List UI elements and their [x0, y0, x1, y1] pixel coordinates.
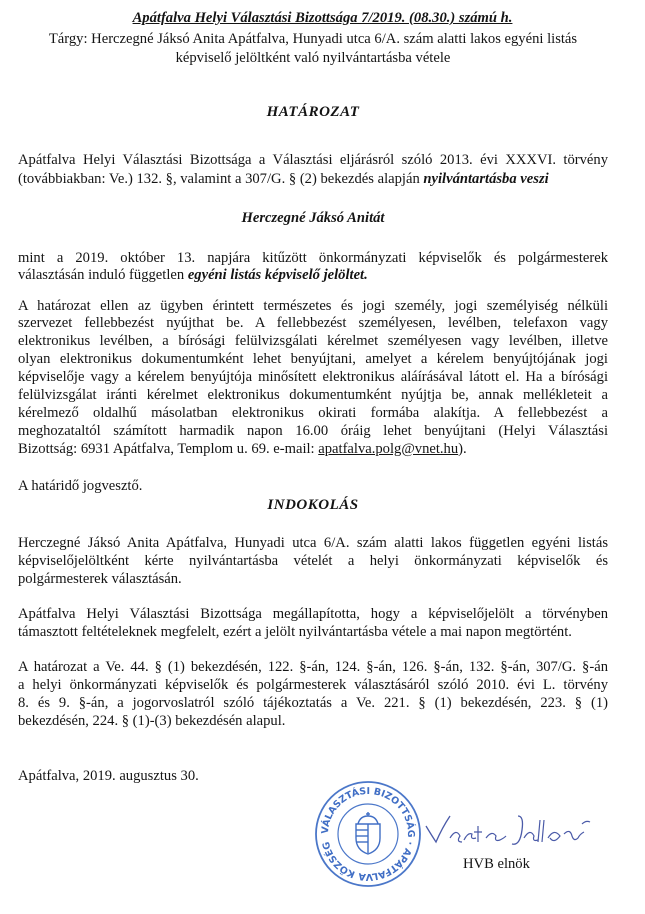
appeal-line: szervezet fellebbezést nyújthat be. A fellebbezést személyesen, levélben, telefaxon vagy: [18, 315, 608, 331]
appeal-line: felülvizsgálat iránti kérelmet elektronikus dokumentumként nyújtja be, annak mellékleteit a: [18, 387, 608, 403]
appeal-line: elektronikus levélben, a bírósági felülvizsgálati kérelmet személyesen vagy levélben, illetve: [18, 333, 608, 349]
official-seal-stamp: [312, 778, 424, 890]
handwritten-signature: [420, 808, 595, 852]
subject-line-1: Tárgy: Herczegné Jáksó Anita Apátfalva, Hunyadi utca 6/A. szám alatti lakos egyéni listás: [48, 31, 578, 47]
reasoning-p3-line: a helyi önkormányzati képviselők és polgármesterek választásáról szóló 2010. évi L. törvény: [18, 677, 608, 693]
candidate-name: Herczegné Jáksó Anitát: [241, 210, 385, 226]
intro-line-2: [18, 171, 608, 188]
place-and-date: Apátfalva, 2019. augusztus 30.: [18, 768, 199, 784]
appeal-last-line: [18, 441, 608, 458]
deadline-note: A határidő jogvesztő.: [18, 478, 143, 494]
signatory-title: HVB elnök: [463, 856, 530, 872]
decision-line-2: [18, 267, 608, 284]
reasoning-p2-line: támasztott feltételeknek megfelelt, ezért a jelölt nyilvántartásba vétele a mai napon megtörtént.: [18, 624, 572, 640]
appeal-line: kérelmező oldalhű másolatban elektronikus okirati formába alakítja. A fellebbezést a: [18, 405, 608, 421]
reasoning-p1-line: képviselőjelöltként kérte nyilvántartásba vételét a helyi önkormányzati képviselők és: [18, 553, 608, 569]
reasoning-p2-line: Apátfalva Helyi Választási Bizottsága megállapította, hogy a képviselőjelölt a törvényben: [18, 606, 608, 622]
appeal-line: olyan elektronikus dokumentumként lehet benyújtani, amelyet a kérelem benyújtójának jogi: [18, 351, 608, 367]
decision-line-2-text: választásán induló független: [18, 267, 188, 283]
resolution-reference: Apátfalva Helyi Választási Bizottsága 7/2019. (08.30.) számú h.: [132, 10, 513, 26]
decision-line-2-bold: egyéni listás képviselő jelöltet.: [187, 267, 368, 283]
coat-of-arms-icon: [356, 812, 380, 854]
reasoning-p3-line: 8. és 9. §-án, a jogorvoslatról szóló tájékoztatás a Ve. 221. § (1) bekezdésén, 223. § (1): [18, 695, 608, 711]
reasoning-title: INDOKOLÁS: [267, 497, 359, 513]
intro-line-2-bold: nyilvántartásba veszi: [423, 171, 549, 187]
appeal-last-line-text: Bizottság: 6931 Apátfalva, Templom u. 69. e-mail:: [18, 441, 319, 457]
appeal-line: képviselője vagy a kérelem benyújtója minősített elektronikus aláírásával látott el. Ha a bírósági: [18, 369, 608, 385]
document-title: HATÁROZAT: [266, 104, 360, 120]
appeal-email-link[interactable]: apatfalva.polg@vnet.hu: [318, 441, 459, 457]
reasoning-p3-line: A határozat a Ve. 44. § (1) bekezdésén, 122. §-án, 124. §-án, 126. §-án, 132. §-án, 307/G. §-án: [18, 659, 608, 675]
intro-line-1: Apátfalva Helyi Választási Bizottsága a Választási eljárásról szóló 2013. évi XXXVI. törvény: [18, 152, 608, 168]
reasoning-p1-line: polgármesterek választásán.: [18, 571, 182, 587]
appeal-line: meghozataltól számított harmadik napon 16.00 óráig lehet benyújtani (Helyi Választási: [18, 423, 608, 439]
seal-text: VÁLASZTÁSI BIZOTTSÁG · APÁTFALVA KÖZSÉG: [319, 785, 417, 883]
appeal-last-line-end: ).: [458, 441, 467, 457]
appeal-line: A határozat ellen az ügyben érintett természetes és jogi személy, jogi személyiség nélküli: [18, 298, 608, 314]
decision-line-1: mint a 2019. október 13. napjára kitűzött önkormányzati képviselők és polgármesterek: [18, 250, 608, 266]
subject-line-2: képviselő jelöltként való nyilvántartásba vétele: [175, 50, 451, 66]
intro-line-2-text: (továbbiakban: Ve.) 132. §, valamint a 307/G. § (2) bekezdés alapján: [18, 171, 424, 187]
reasoning-p1-line: Herczegné Jáksó Anita Apátfalva, Hunyadi utca 6/A. szám alatti lakos független egyéni listás: [18, 535, 608, 551]
reasoning-p3-line: bekezdésén, 224. § (1)-(3) bekezdésén alapul.: [18, 713, 286, 729]
